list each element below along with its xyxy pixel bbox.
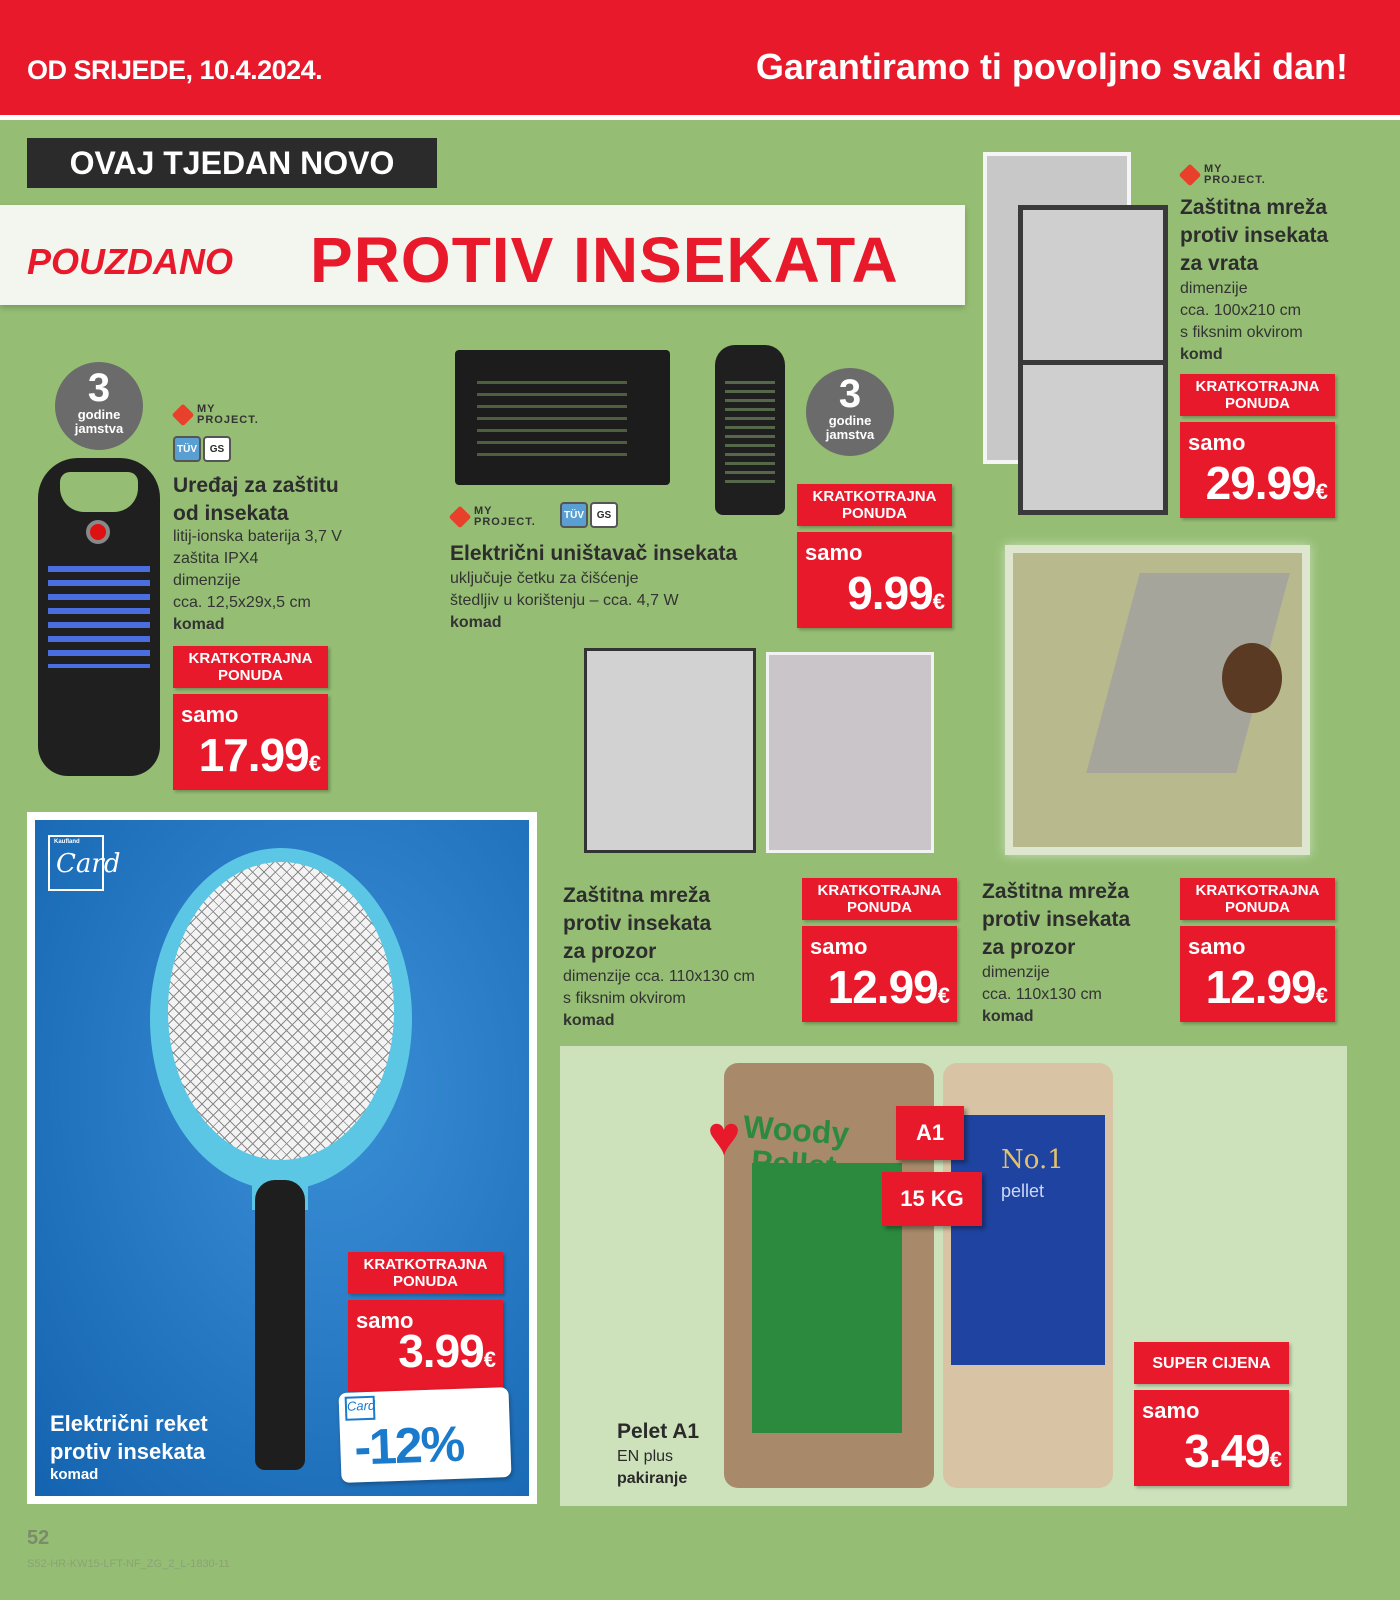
myproject-cube-icon <box>172 404 195 427</box>
price-box: samo 12.99€ <box>1180 926 1335 1022</box>
zapper-handle <box>60 472 138 512</box>
gs-icon: GS <box>590 502 618 528</box>
new-this-week-badge: OVAJ TJEDAN NOVO <box>27 138 437 188</box>
page-code: S52-HR-KW15-LFT-NF_ZG_2_L-1830-11 <box>27 1558 230 1570</box>
product-title[interactable]: Zaštitna mreža protiv insekata za prozor <box>982 880 1131 959</box>
product-unit: komad <box>50 1466 99 1483</box>
short-term-offer-label: KRATKOTRAJNA PONUDA <box>797 484 952 526</box>
product-description: dimenzije cca. 110x130 cm s fiksnim okvirom komad <box>563 968 755 1029</box>
myproject-logo: MY PROJECT. <box>173 404 259 426</box>
product-description: litij-ionska baterija 3,7 V zaštita IPX4 dimenzije cca. 12,5x29x,5 cm komad <box>173 528 342 633</box>
card-mini-icon: Card <box>345 1396 376 1421</box>
title-prefix: POUZDANO <box>27 241 233 282</box>
product-title[interactable]: Uređaj za zaštitu od insekata <box>173 474 339 525</box>
short-term-offer-label: KRATKOTRAJNA PONUDA <box>348 1252 503 1294</box>
product-description: EN plus pakiranje <box>617 1448 688 1487</box>
warranty-badge: 3 godine jamstva <box>55 362 143 450</box>
window-screen-photo[interactable] <box>1005 545 1310 855</box>
page-title: PROTIV INSEKATA <box>310 224 899 296</box>
short-term-offer-label: KRATKOTRAJNA PONUDA <box>802 878 957 920</box>
offer-date: OD SRIJEDE, 10.4.2024. <box>27 55 323 85</box>
header-bar <box>0 0 1400 120</box>
zapper-button <box>86 520 110 544</box>
price-box: samo 17.99€ <box>173 694 328 790</box>
product-title[interactable]: Električni reket protiv insekata <box>50 1411 208 1464</box>
product-title[interactable]: Zaštitna mreža protiv insekata za prozor <box>563 884 712 963</box>
myproject-logo: MY PROJECT. <box>1180 164 1266 186</box>
product-title[interactable]: Pelet A1 <box>617 1420 700 1443</box>
window-screen-image-2[interactable] <box>766 652 934 853</box>
grade-tag: A1 <box>896 1106 964 1160</box>
certification-icons <box>173 436 231 462</box>
price-box: samo 3.49€ <box>1134 1390 1289 1486</box>
page-title-band <box>0 205 965 305</box>
page-number: 52 <box>27 1527 50 1549</box>
product-title[interactable]: Električni uništavač insekata <box>450 542 738 565</box>
myproject-cube-icon <box>1179 164 1202 187</box>
price-box: samo 9.99€ <box>797 532 952 628</box>
electric-zapper-image-1[interactable] <box>455 350 670 485</box>
window-screen-image-1[interactable] <box>584 648 756 853</box>
racket-handle <box>255 1180 305 1470</box>
super-price-label: SUPER CIJENA <box>1134 1342 1289 1384</box>
gs-icon: GS <box>203 436 231 462</box>
product-description: uključuje četku za čišćenje štedljiv u korištenju – cca. 4,7 W komad <box>450 570 679 631</box>
short-term-offer-label: KRATKOTRAJNA PONUDA <box>1180 374 1335 416</box>
buy-local-heart-icon: ♥ <box>707 1104 741 1167</box>
racket-image[interactable] <box>150 848 412 1190</box>
price-box: samo 3.99€ <box>348 1300 503 1392</box>
kaufland-card-logo: Kaufland Card <box>48 835 104 891</box>
myproject-cube-icon <box>449 506 472 529</box>
price-box: samo 29.99€ <box>1180 422 1335 518</box>
slogan: Garantiramo ti povoljno svaki dan! <box>755 46 1348 87</box>
weight-tag: 15 KG <box>882 1172 982 1226</box>
warranty-badge: 3 godine jamstva <box>806 368 894 456</box>
zapper-grill <box>48 558 150 668</box>
product-title[interactable]: Zaštitna mreža protiv insekata za vrata <box>1180 196 1329 275</box>
tuv-icon: TÜV <box>560 502 588 528</box>
card-discount-badge: Card -12% <box>338 1387 511 1483</box>
no1-pellet-bag-image[interactable]: No.1 pellet <box>943 1063 1113 1488</box>
certification-icons <box>560 502 618 528</box>
price-box: samo 12.99€ <box>802 926 957 1022</box>
short-term-offer-label: KRATKOTRAJNA PONUDA <box>173 646 328 688</box>
battery-zapper-image[interactable] <box>38 458 160 776</box>
electric-zapper-image-2[interactable] <box>715 345 785 515</box>
woody-pellet-bag-image[interactable]: Woody Pellet <box>724 1063 934 1488</box>
door-screen-image-front[interactable] <box>1018 205 1168 515</box>
product-description: dimenzije cca. 110x130 cm komad <box>982 964 1102 1025</box>
short-term-offer-label: KRATKOTRAJNA PONUDA <box>1180 878 1335 920</box>
tuv-icon: TÜV <box>173 436 201 462</box>
myproject-logo: MY PROJECT. <box>450 506 536 528</box>
product-description: dimenzije cca. 100x210 cm s fiksnim okvirom komd <box>1180 280 1303 363</box>
